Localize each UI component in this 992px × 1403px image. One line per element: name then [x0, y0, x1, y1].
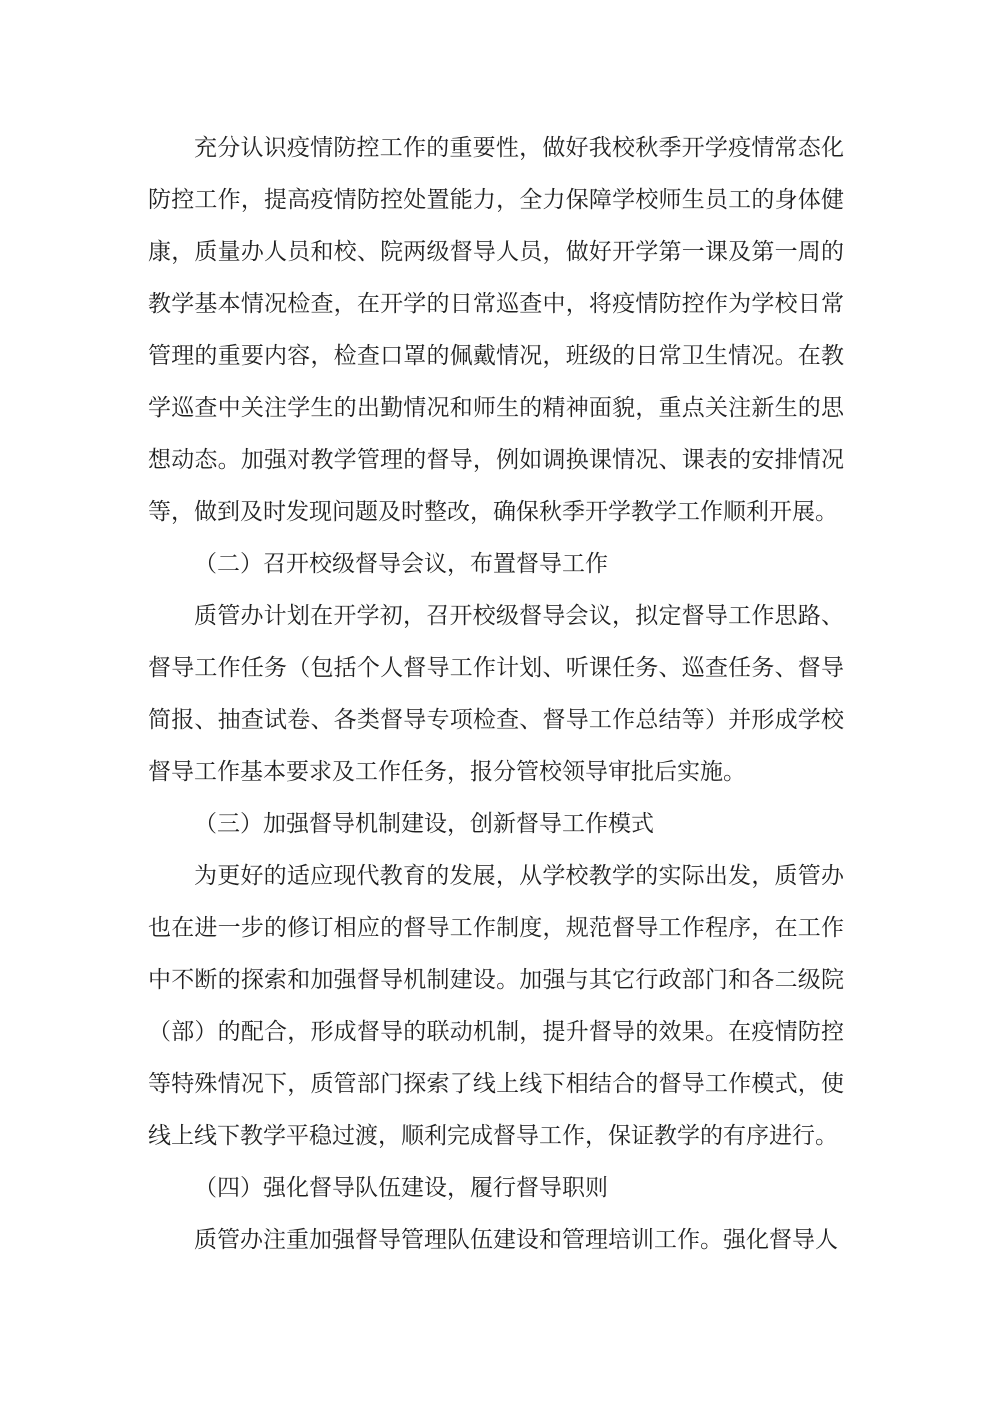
section-heading-4: （四）强化督导队伍建设，履行督导职则: [194, 1175, 608, 1200]
paragraph-team-building: 质管办注重加强督导管理队伍建设和管理培训工作。强化督导人: [194, 1227, 838, 1252]
paragraph-mechanism-building: 为更好的适应现代教育的发展，从学校教学的实际出发，质管办也在进一步的修订相应的督导工作制度，规范督导工作程序，在工作中不断的探索和加强督导机制建设。加强与其它行政部门和各二级院（部）的配合，形成督导的联动机制，提升督导的效果。在疫情防控等特殊情况下，质管部门探索了线上线下相结合的督导工作模式，使线上线下教学平稳过渡，顺利完成督导工作，保证教学的有序进行。: [148, 863, 844, 1148]
paragraph-epidemic-prevention: 充分认识疫情防控工作的重要性，做好我校秋季开学疫情常态化防控工作，提高疫情防控处置能力，全力保障学校师生员工的身体健康，质量办人员和校、院两级督导人员，做好开学第一课及第一周的教学基本情况检查，在开学的日常巡查中，将疫情防控作为学校日常管理的重要内容，检查口罩的佩戴情况，班级的日常卫生情况。在教学巡查中关注学生的出勤情况和师生的精神面貌，重点关注新生的思想动态。加强对教学管理的督导，例如调换课情况、课表的安排情况等，做到及时发现问题及时整改，确保秋季开学教学工作顺利开展。: [148, 135, 844, 524]
section-heading-3: （三）加强督导机制建设，创新督导工作模式: [194, 811, 654, 836]
section-heading-2: （二）召开校级督导会议，布置督导工作: [194, 551, 608, 576]
document-text-block: [148, 122, 844, 1266]
paragraph-supervision-meeting: 质管办计划在开学初，召开校级督导会议，拟定督导工作思路、督导工作任务（包括个人督导工作计划、听课任务、巡查任务、督导简报、抽查试卷、各类督导专项检查、督导工作总结等）并形成学校督导工作基本要求及工作任务，报分管校领导审批后实施。: [148, 603, 844, 784]
